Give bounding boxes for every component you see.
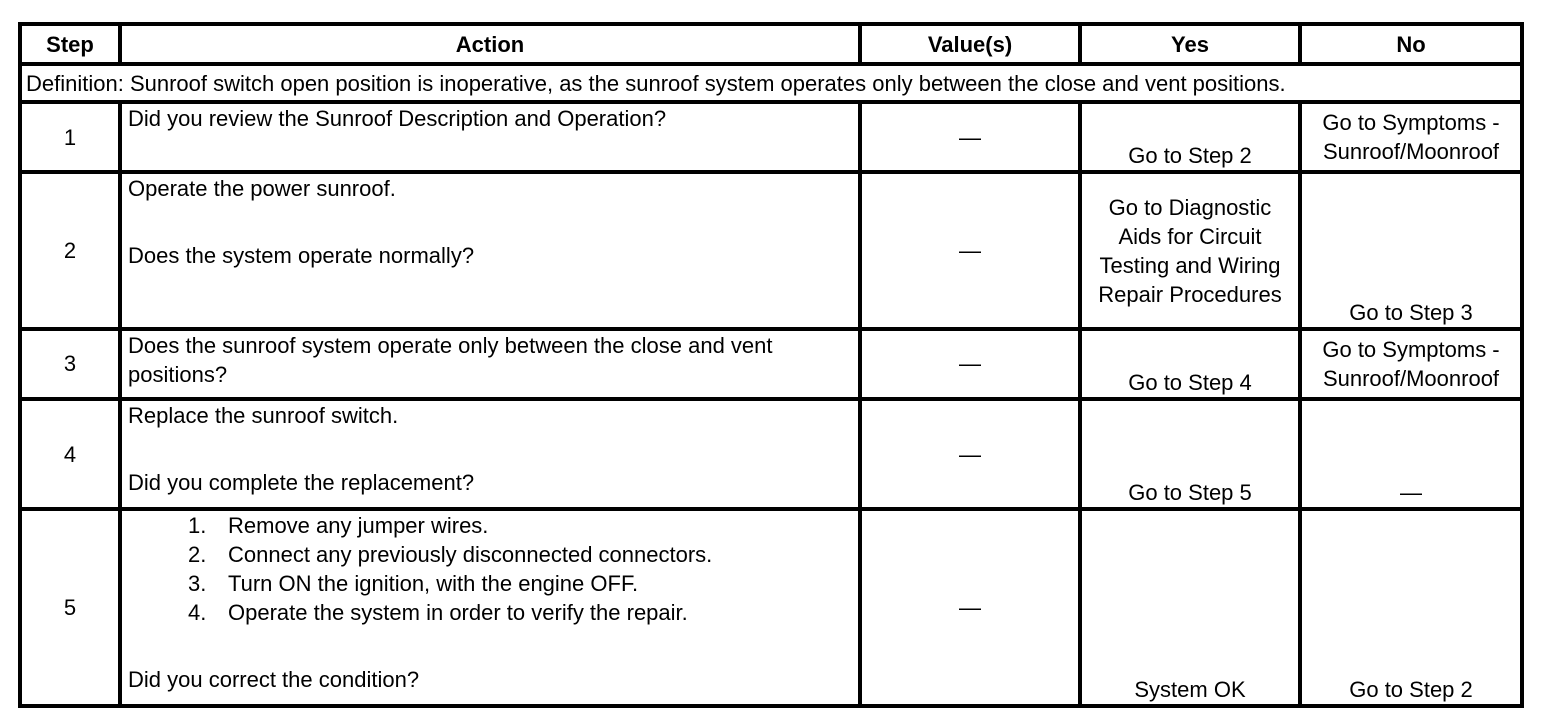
value-cell: — <box>860 329 1080 399</box>
header-action: Action <box>120 24 860 64</box>
list-item: 2. Connect any previously disconnected connectors. <box>188 542 713 568</box>
no-cell: Go to Step 2 <box>1300 509 1522 706</box>
header-step: Step <box>20 24 120 64</box>
action-text: Did you review the Sunroof Description and Operation? <box>120 102 860 172</box>
list-item: 4. Operate the system in order to verify the repair. <box>188 600 688 626</box>
yes-cell: Go to Step 4 <box>1080 329 1300 399</box>
no-cell: — <box>1300 399 1522 509</box>
step-number: 5 <box>20 509 120 706</box>
action-instruction: Replace the sunroof switch. <box>128 403 399 429</box>
action-cell <box>120 399 860 509</box>
list-item: 3. Turn ON the ignition, with the engine OFF. <box>188 571 639 597</box>
table-row <box>20 172 1522 328</box>
no-cell: Go to Step 3 <box>1300 172 1522 328</box>
table-row <box>20 509 1522 706</box>
value-cell: — <box>860 172 1080 328</box>
action-question: Does the system operate normally? <box>128 243 475 269</box>
step-number: 3 <box>20 329 120 399</box>
no-cell: Go to Symptoms - Sunroof/Moonroof <box>1300 329 1522 399</box>
diagnostic-table <box>18 22 1524 708</box>
header-no: No <box>1300 24 1522 64</box>
list-item: 1. Remove any jumper wires. <box>188 513 489 539</box>
yes-cell: Go to Step 5 <box>1080 399 1300 509</box>
table-row <box>20 399 1522 509</box>
header-row <box>20 24 1522 64</box>
yes-cell: Go to Step 2 <box>1080 102 1300 172</box>
action-instruction: Operate the power sunroof. <box>128 176 396 202</box>
header-values: Value(s) <box>860 24 1080 64</box>
header-yes: Yes <box>1080 24 1300 64</box>
step-number: 1 <box>20 102 120 172</box>
procedure-list <box>128 511 852 627</box>
action-question: Did you correct the condition? <box>128 667 420 693</box>
table-row <box>20 102 1522 172</box>
step-number: 4 <box>20 399 120 509</box>
value-cell: — <box>860 102 1080 172</box>
table-row <box>20 329 1522 399</box>
no-cell: Go to Symptoms - Sunroof/Moonroof <box>1300 102 1522 172</box>
value-cell: — <box>860 509 1080 706</box>
yes-cell: Go to Diagnostic Aids for Circuit Testing and Wiring Repair Procedures <box>1080 172 1300 328</box>
definition-row <box>20 64 1522 102</box>
yes-cell: System OK <box>1080 509 1300 706</box>
action-text: Does the sunroof system operate only between the close and vent positions? <box>120 329 860 399</box>
definition-text: Definition: Sunroof switch open position is inoperative, as the sunroof system operates only between the close and vent positions. <box>20 64 1522 102</box>
value-cell: — <box>860 399 1080 509</box>
step-number: 2 <box>20 172 120 328</box>
action-cell <box>120 172 860 328</box>
action-cell <box>120 509 860 706</box>
action-question: Did you complete the replacement? <box>128 470 475 496</box>
